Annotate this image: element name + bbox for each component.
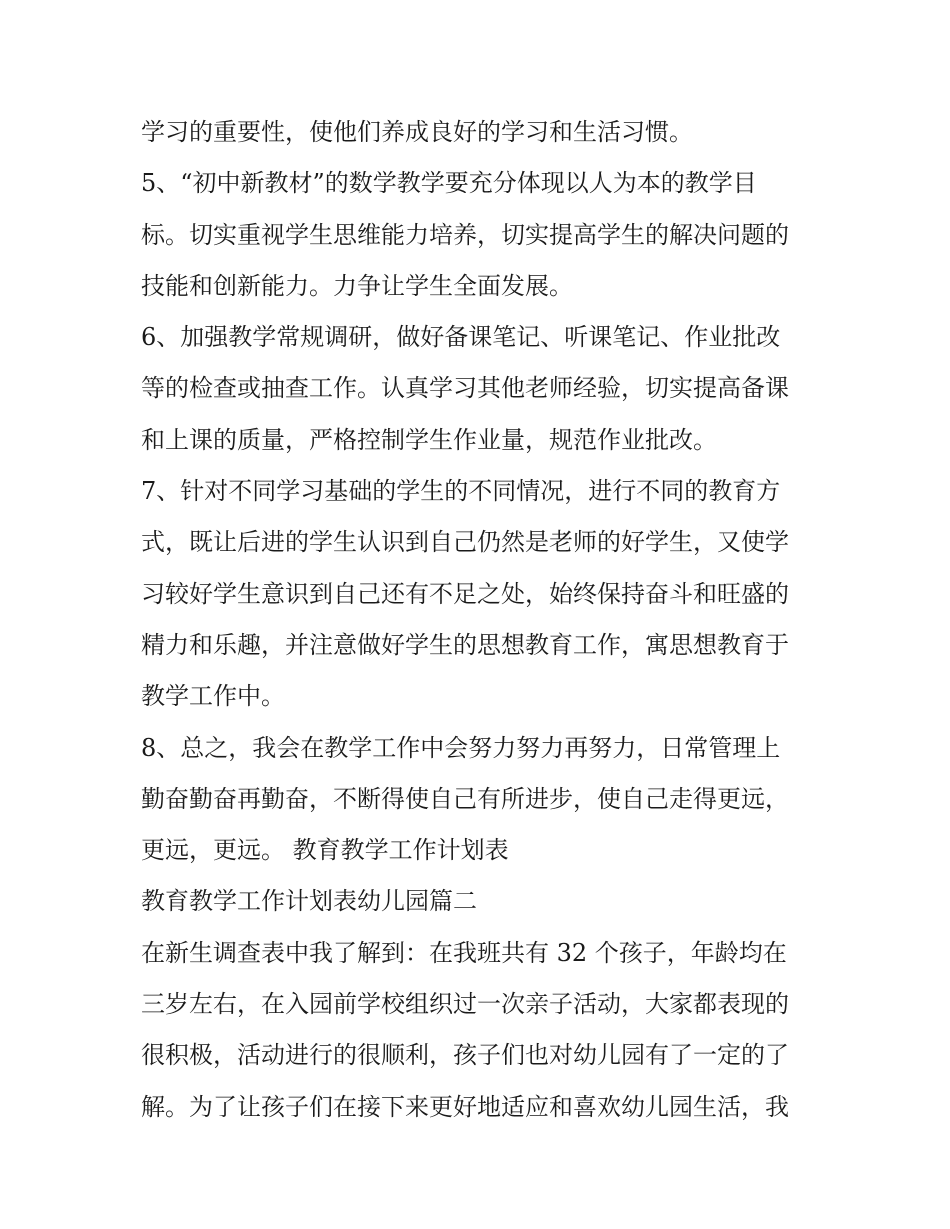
text-line: 8、总之，我会在教学工作中会努力努力再努力，日常管理上 [141, 733, 781, 762]
text-line: 5、“初中新教材”的数学教学要充分体现以人为本的教学目 [141, 169, 757, 198]
text-line: 等的检查或抽查工作。认真学习其他老师经验，切实提高备课 [141, 374, 789, 403]
text-line: 勤奋勤奋再勤奋，不断得使自己有所进步，使自己走得更远， [141, 784, 789, 813]
body-text [141, 107, 821, 1133]
text-line: 学习的重要性，使他们养成良好的学习和生活习惯。 [141, 118, 693, 146]
text-line: 技能和创新能力。力争让学生全面发展。 [141, 271, 573, 300]
text-line: 式，既让后进的学生认识到自己仍然是老师的好学生，又使学 [141, 528, 789, 557]
text-line: 教学工作中。 [141, 682, 285, 711]
text-line: 6、加强教学常规调研，做好备课笔记、听课笔记、作业批改 [141, 323, 781, 352]
text-line: 和上课的质量，严格控制学生作业量，规范作业批改。 [141, 425, 717, 454]
text-line: 7、针对不同学习基础的学生的不同情况，进行不同的教育方 [141, 477, 781, 506]
text-line: 很积极，活动进行的很顺利，孩子们也对幼儿园有了一定的了 [141, 1041, 789, 1070]
section-heading: 教育教学工作计划表幼儿园篇二 [141, 887, 477, 916]
text-line: 精力和乐趣，并注意做好学生的思想教育工作，寓思想教育于 [141, 630, 789, 659]
text-line: 标。切实重视学生思维能力培养，切实提高学生的解决问题的 [141, 220, 789, 249]
text-line: 更远，更远。 教育教学工作计划表 [141, 836, 509, 865]
text-line: 在新生调查表中我了解到：在我班共有 32 个孩子，年龄均在 [141, 938, 787, 967]
text-line: 习较好学生意识到自己还有不足之处，始终保持奋斗和旺盛的 [141, 579, 789, 608]
text-line: 解。为了让孩子们在接下来更好地适应和喜欢幼儿园生活，我 [141, 1092, 789, 1121]
text-line: 三岁左右，在入园前学校组织过一次亲子活动，大家都表现的 [141, 990, 789, 1019]
